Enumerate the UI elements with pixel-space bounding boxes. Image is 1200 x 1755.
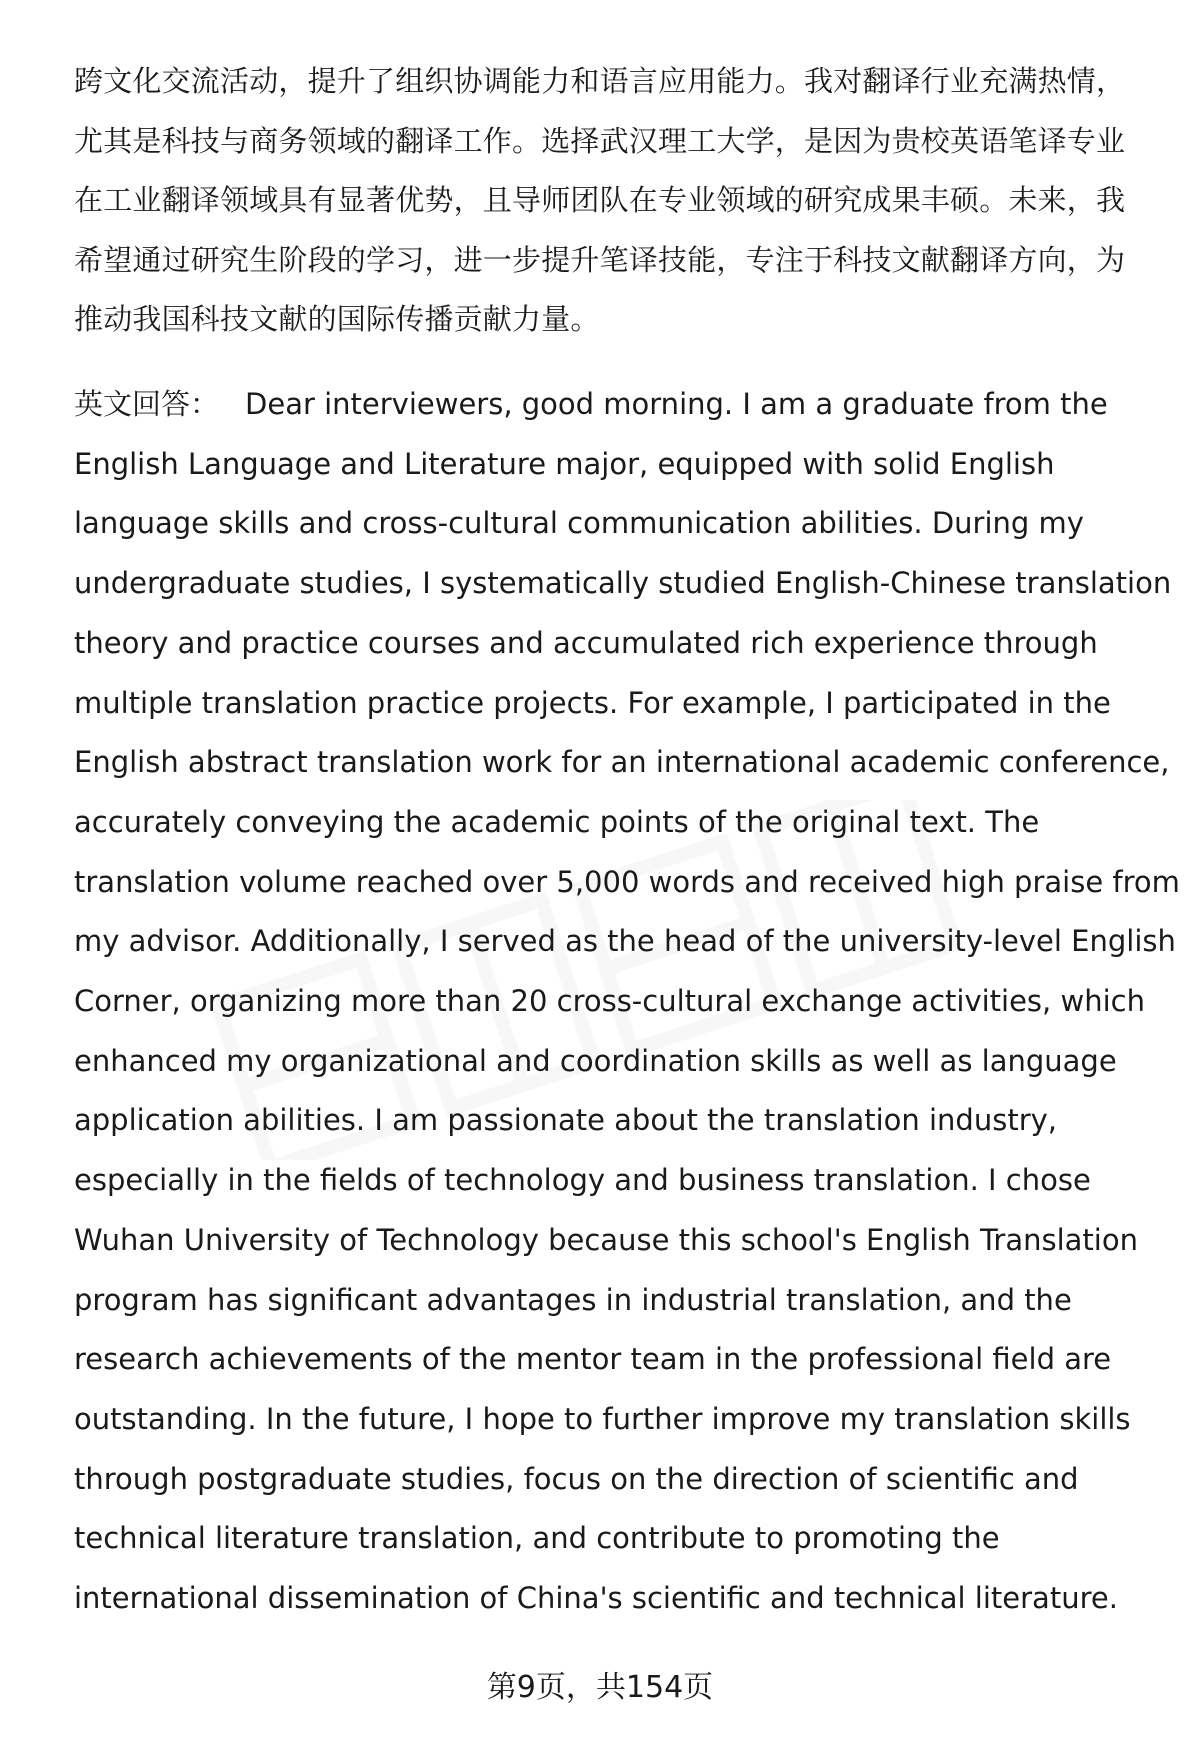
chinese-paragraph-line: 在工业翻译领域具有显著优势，且导师团队在专业领域的研究成果丰硕。未来，我	[74, 183, 1126, 217]
english-answer-line: theory and practice courses and accumulated rich experience through	[74, 625, 1098, 660]
page-number-footer: 第9页，共154页	[486, 1670, 714, 1705]
english-answer-line: Wuhan University of Technology because this school's English Translation	[74, 1222, 1138, 1257]
english-answer-line: English abstract translation work for an international academic conference,	[74, 745, 1170, 780]
english-answer-line: outstanding. In the future, I hope to further improve my translation skills	[74, 1401, 1131, 1436]
english-answer-paragraph	[74, 375, 1180, 1629]
english-answer-line: international dissemination of China's scientific and technical literature.	[74, 1581, 1118, 1616]
english-answer-line: research achievements of the mentor team in the professional field are	[74, 1342, 1112, 1377]
english-answer-line: application abilities. I am passionate about the translation industry,	[74, 1103, 1057, 1138]
english-answer-line: English Language and Literature major, equipped with solid English	[74, 446, 1055, 481]
english-answer-label: 英文回答：	[74, 387, 220, 421]
english-answer-line: program has significant advantages in industrial translation, and the	[74, 1282, 1072, 1317]
english-answer-line: technical literature translation, and contribute to promoting the	[74, 1521, 1000, 1556]
english-answer-line: Dear interviewers, good morning. I am a graduate from the	[245, 387, 1108, 421]
chinese-paragraph-line: 希望通过研究生阶段的学习，进一步提升笔译技能，专注于科技文献翻译方向，为	[74, 242, 1126, 277]
english-answer-line: enhanced my organizational and coordination skills as well as language	[74, 1043, 1117, 1078]
english-answer-line: especially in the fields of technology and business translation. I chose	[74, 1163, 1091, 1198]
english-answer-line: my advisor. Additionally, I served as the head of the university-level English	[74, 924, 1176, 959]
english-answer-line: multiple translation practice projects. For example, I participated in the	[74, 685, 1111, 720]
english-answer-line: undergraduate studies, I systematically studied English-Chinese translation	[74, 566, 1172, 601]
english-answer-line: through postgraduate studies, focus on the direction of scientific and	[74, 1461, 1079, 1496]
english-answer-first-line	[74, 375, 1164, 435]
english-answer-line: language skills and cross-cultural communication abilities. During my	[74, 506, 1084, 541]
chinese-paragraph-line: 尤其是科技与商务领域的翻译工作。选择武汉理工大学，是因为贵校英语笔译专业	[74, 123, 1126, 158]
chinese-paragraph	[74, 52, 1150, 350]
chinese-paragraph-line: 跨文化交流活动，提升了组织协调能力和语言应用能力。我对翻译行业充满热情，	[74, 64, 1126, 98]
english-answer-line: accurately conveying the academic points of the original text. The	[74, 804, 1040, 839]
chinese-paragraph-line: 推动我国科技文献的国际传播贡献力量。	[74, 302, 600, 336]
english-answer-line: translation volume reached over 5,000 words and received high praise from	[74, 864, 1180, 899]
english-answer-line: Corner, organizing more than 20 cross-cultural exchange activities, which	[74, 984, 1145, 1019]
